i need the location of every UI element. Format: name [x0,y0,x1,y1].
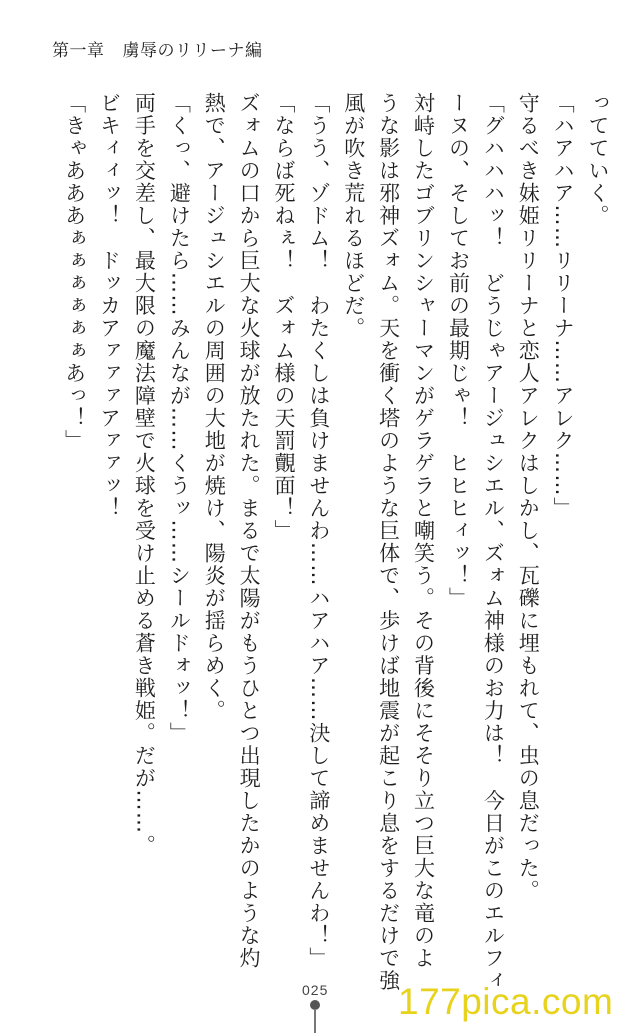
running-header [52,36,263,61]
page-number: 025 [302,982,329,998]
chapter-title: 虜辱のリリーナ編 [122,41,263,61]
text-line: ビキィィッ！ ドッカアァァァアァァッ！ [97,92,122,520]
text-line: 対峙したゴブリンシャーマンがゲラゲラと嘲笑う。その背後にそそり立つ巨大な竜のよ [411,92,436,970]
text-line: 守るべき妹姫リリーナと恋人アレクはしかし、瓦礫に埋もれて、虫の息だった。 [516,92,541,902]
text-line: ズォムの口から巨大な火球が放たれた。まるで太陽がもうひとつ出現したかのような灼 [237,92,262,970]
text-line: 「きゃあああぁぁぁぁぁぁあっ！」 [62,92,87,452]
text-line: 「グハハハッ！ どうじゃアージュシエル、ズォム神様のお力は！ 今日がこのエルフィ [481,92,506,992]
watermark: 177pica.com [398,981,614,1022]
text-line: 風が吹き荒れるほどだ。 [341,92,366,340]
page-marker-icon [310,1000,320,1033]
text-line: 両手を交差し、最大限の魔法障壁で火球を受け止める蒼き戦姫。だが……。 [132,92,157,857]
chapter-label: 第一章 [52,41,105,61]
text-line: 「ハアハア……リリーナ……アレク……」 [551,92,576,520]
text-line: 「ならば死ねぇ！ ズォム様の天罰覿面！」 [271,92,296,542]
text-line: 「うう、ゾドム！ わたくしは負けませんわ……ハアハア……決して諦めませんわ！」 [306,92,331,970]
text-line: 熱で、アージュシエルの周囲の大地が焼け、陽炎が揺らめく。 [202,92,227,722]
text-line: うな影は邪神ズォム。天を衝く塔のような巨体で、歩けば地震が起こり息をするだけで強 [376,92,401,992]
text-line: ってていく。 [586,92,610,227]
text-line: 「くっ、避けたら……みんなが……くうッ……シールドォッ！」 [167,92,192,745]
text-line: ーヌの、そしてお前の最期じゃ！ ヒヒヒィッ！」 [446,92,471,610]
